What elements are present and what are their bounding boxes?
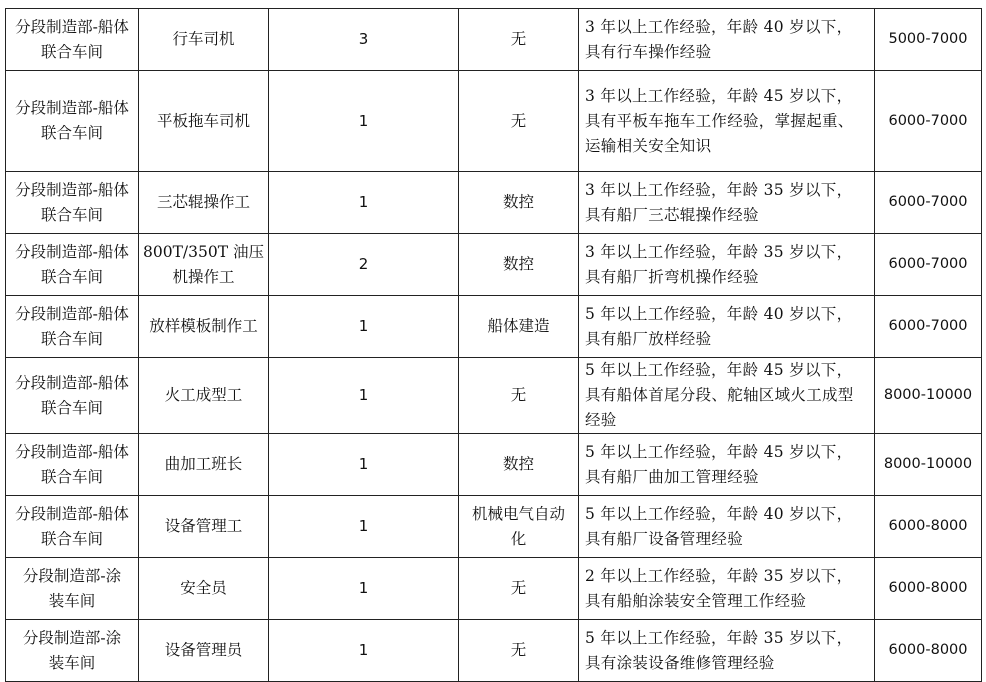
- requirements-cell: 5 年以上工作经验，年龄 45 岁以下，具有船厂曲加工管理经验: [579, 434, 875, 496]
- salary-cell: 6000-7000: [875, 172, 982, 234]
- department-cell: 分段制造部-船体联合车间: [6, 358, 139, 434]
- requirements-cell: 5 年以上工作经验，年龄 45 岁以下，具有船体首尾分段、舵轴区域火工成型经验: [579, 358, 875, 434]
- salary-cell: 8000-10000: [875, 358, 982, 434]
- position-cell: 800T/350T 油压机操作工: [139, 234, 269, 296]
- salary-cell: 6000-8000: [875, 620, 982, 682]
- headcount-cell: 1: [269, 496, 459, 558]
- major-cell: 机械电气自动化: [459, 496, 579, 558]
- department-cell: 分段制造部-船体联合车间: [6, 496, 139, 558]
- position-cell: 行车司机: [139, 9, 269, 71]
- job-listing-table: [5, 8, 982, 682]
- position-cell: 火工成型工: [139, 358, 269, 434]
- headcount-cell: 1: [269, 558, 459, 620]
- table-row: [6, 558, 982, 620]
- department-cell: 分段制造部-船体联合车间: [6, 9, 139, 71]
- salary-cell: 6000-8000: [875, 496, 982, 558]
- headcount-cell: 1: [269, 358, 459, 434]
- requirements-cell: 5 年以上工作经验，年龄 40 岁以下，具有船厂设备管理经验: [579, 496, 875, 558]
- salary-cell: 6000-8000: [875, 558, 982, 620]
- major-cell: 无: [459, 9, 579, 71]
- position-cell: 设备管理员: [139, 620, 269, 682]
- headcount-cell: 1: [269, 71, 459, 172]
- department-cell: 分段制造部-涂装车间: [6, 620, 139, 682]
- position-cell: 三芯辊操作工: [139, 172, 269, 234]
- headcount-cell: 1: [269, 434, 459, 496]
- headcount-cell: 3: [269, 9, 459, 71]
- requirements-cell: 2 年以上工作经验，年龄 35 岁以下，具有船舶涂装安全管理工作经验: [579, 558, 875, 620]
- table-row: [6, 296, 982, 358]
- salary-cell: 5000-7000: [875, 9, 982, 71]
- position-cell: 放样模板制作工: [139, 296, 269, 358]
- requirements-cell: 5 年以上工作经验，年龄 35 岁以下，具有涂装设备维修管理经验: [579, 620, 875, 682]
- major-cell: 数控: [459, 172, 579, 234]
- major-cell: 数控: [459, 434, 579, 496]
- department-cell: 分段制造部-船体联合车间: [6, 172, 139, 234]
- major-cell: 无: [459, 358, 579, 434]
- table-row: [6, 172, 982, 234]
- table-row: [6, 9, 982, 71]
- requirements-cell: 3 年以上工作经验，年龄 35 岁以下，具有船厂三芯辊操作经验: [579, 172, 875, 234]
- table-row: [6, 496, 982, 558]
- position-cell: 设备管理工: [139, 496, 269, 558]
- headcount-cell: 1: [269, 620, 459, 682]
- salary-cell: 6000-7000: [875, 71, 982, 172]
- position-cell: 安全员: [139, 558, 269, 620]
- requirements-cell: 3 年以上工作经验，年龄 35 岁以下，具有船厂折弯机操作经验: [579, 234, 875, 296]
- headcount-cell: 2: [269, 234, 459, 296]
- headcount-cell: 1: [269, 296, 459, 358]
- table-row: [6, 358, 982, 434]
- department-cell: 分段制造部-船体联合车间: [6, 296, 139, 358]
- major-cell: 数控: [459, 234, 579, 296]
- major-cell: 无: [459, 71, 579, 172]
- requirements-cell: 3 年以上工作经验，年龄 45 岁以下，具有平板车拖车工作经验，掌握起重、运输相关安全知识: [579, 71, 875, 172]
- department-cell: 分段制造部-船体联合车间: [6, 434, 139, 496]
- major-cell: 船体建造: [459, 296, 579, 358]
- department-cell: 分段制造部-涂装车间: [6, 558, 139, 620]
- table-row: [6, 434, 982, 496]
- salary-cell: 6000-7000: [875, 234, 982, 296]
- department-cell: 分段制造部-船体联合车间: [6, 71, 139, 172]
- salary-cell: 8000-10000: [875, 434, 982, 496]
- table-row: [6, 234, 982, 296]
- requirements-cell: 5 年以上工作经验，年龄 40 岁以下，具有船厂放样经验: [579, 296, 875, 358]
- table-row: [6, 620, 982, 682]
- table-row: [6, 71, 982, 172]
- major-cell: 无: [459, 558, 579, 620]
- position-cell: 平板拖车司机: [139, 71, 269, 172]
- position-cell: 曲加工班长: [139, 434, 269, 496]
- requirements-cell: 3 年以上工作经验，年龄 40 岁以下，具有行车操作经验: [579, 9, 875, 71]
- major-cell: 无: [459, 620, 579, 682]
- salary-cell: 6000-7000: [875, 296, 982, 358]
- department-cell: 分段制造部-船体联合车间: [6, 234, 139, 296]
- headcount-cell: 1: [269, 172, 459, 234]
